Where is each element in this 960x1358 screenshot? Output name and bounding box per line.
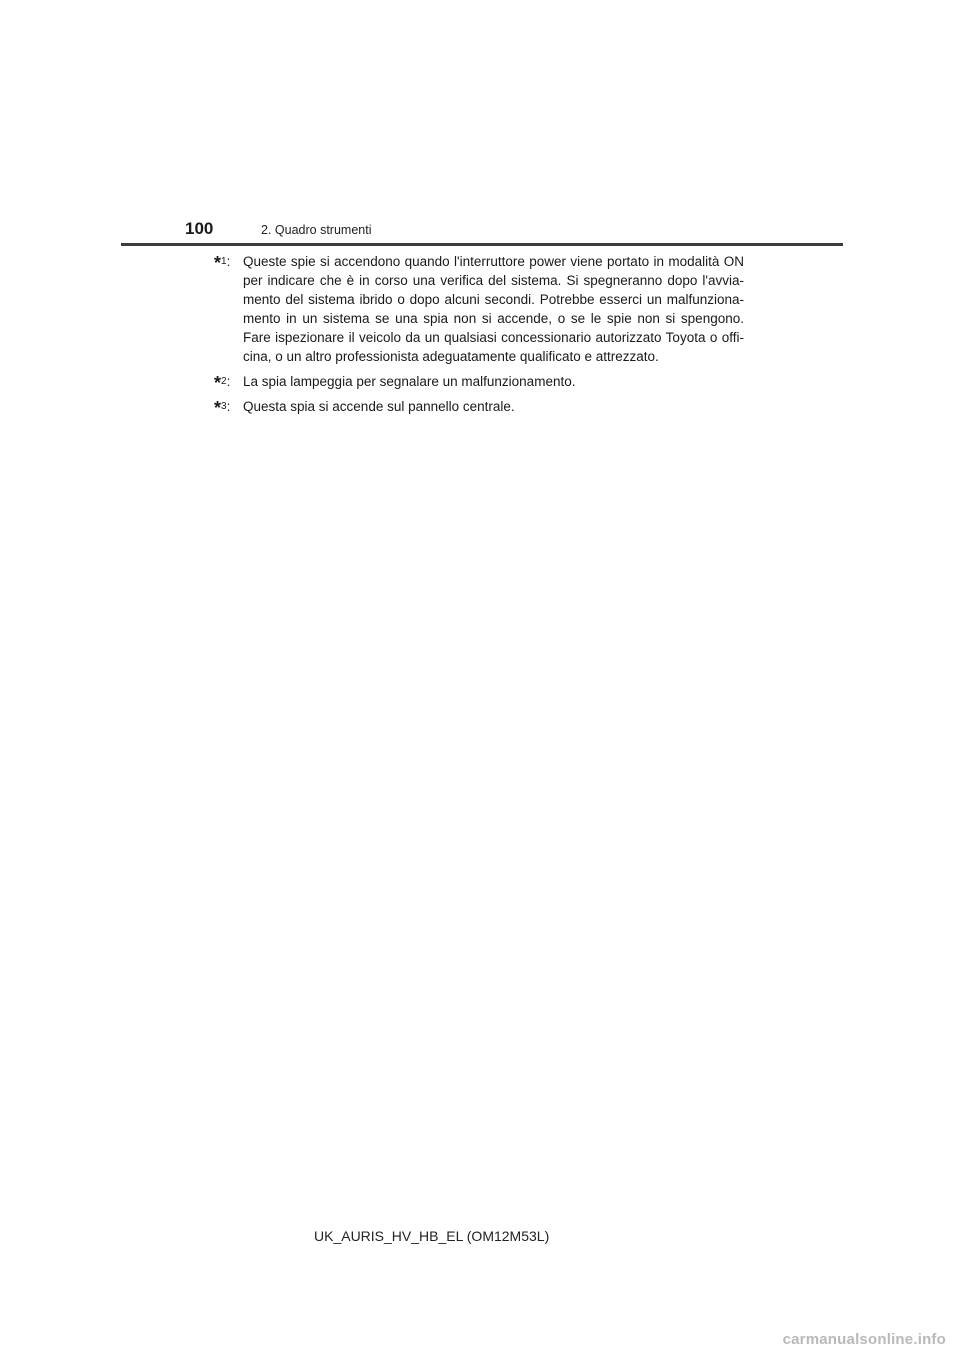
footnote-marker: *$^3$:: [214, 398, 231, 418]
footnote-number: 2: [221, 376, 227, 387]
footnotes-list: [214, 252, 744, 422]
footnote-marker: *$^2$:: [214, 373, 231, 393]
footnote-text: La spia lampeggia per segnalare un malfunzionamento.: [243, 374, 576, 389]
footnote-marker: *$^1$:: [214, 253, 231, 273]
footnote-item: [214, 252, 744, 366]
footnote-text: Queste spie si accendono quando l'interruttore power viene portato in modalità ON per indicare che è in corso una verifica del sistema. Si spegneranno dopo l'avvia-mento del sistema ibrido o dopo alcuni secondi. Potrebbe esserci un malfunziona-mento in un sistema se una spia non si accende, o se le spie non si spengono. Fare ispezionare il veicolo da un qualsiasi concessionario autorizzato Toyota o offi-cina, o un altro professionista adeguatamente qualificato e attrezzato.: [243, 254, 744, 364]
document-code: UK_AURIS_HV_HB_EL (OM12M53L): [314, 1228, 550, 1244]
footnote-item: [214, 372, 744, 391]
footnote-item: [214, 397, 744, 416]
footnote-text: Questa spia si accende sul pannello centrale.: [243, 399, 515, 414]
page-number: 100: [185, 219, 214, 238]
section-title: 2. Quadro strumenti: [261, 223, 372, 237]
footnote-number: 1: [221, 256, 227, 267]
footnote-number: 3: [221, 401, 227, 412]
header-divider: [121, 243, 843, 246]
watermark-link[interactable]: carmanualsonline.info: [782, 1331, 946, 1348]
